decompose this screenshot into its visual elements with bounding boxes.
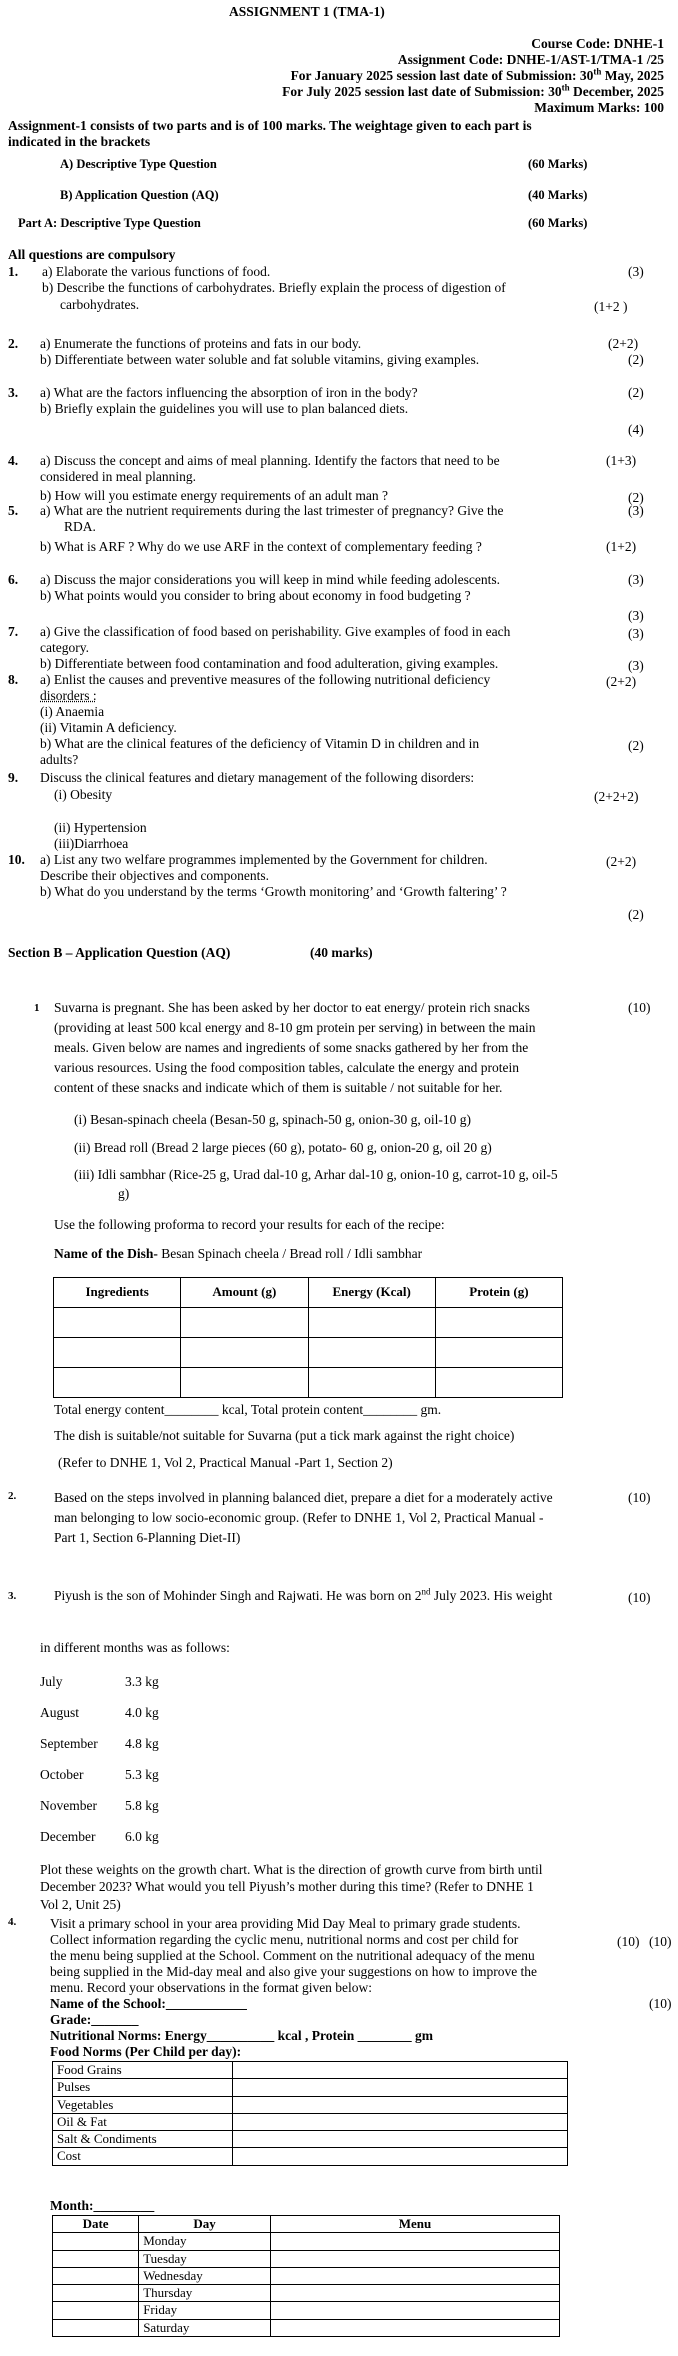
food-norm-label: Oil & Fat	[53, 2113, 233, 2130]
table-row	[53, 2079, 568, 2096]
assignment-title: ASSIGNMENT 1 (TMA-1)	[229, 4, 385, 19]
jul-session-deadline: For July 2025 session last date of Submission: 30th December, 2025	[282, 82, 664, 99]
aq3-number: 3.	[8, 1590, 17, 1602]
q7a-text-cont: category.	[40, 640, 89, 655]
aq2-line-1: Based on the steps involved in planning balanced diet, prepare a diet for a moderately active	[54, 1490, 553, 1505]
aq4-line-5: menu. Record your observations in the format given below:	[50, 1980, 373, 1995]
aq4-number: 4.	[8, 1916, 17, 1928]
weight-value: 4.0 kg	[125, 1705, 159, 1720]
aq1-line-2: (providing at least 500 kcal energy and 8-10 gm protein per serving) in between the main	[54, 1020, 536, 1035]
part-a-heading: Part A: Descriptive Type Question	[18, 216, 201, 230]
q8-number: 8.	[8, 672, 19, 687]
q3b-marks: (4)	[628, 422, 644, 437]
aq1-line-1: Suvarna is pregnant. She has been asked by her doctor to eat energy/ protein rich snacks	[54, 1000, 530, 1015]
food-norms-table	[52, 2061, 568, 2166]
aq4-grade: Grade:_______	[50, 2012, 139, 2027]
q10a-text: a) List any two welfare programmes implemented by the Government for children.	[40, 852, 488, 867]
weight-value: 5.3 kg	[125, 1767, 159, 1782]
table-header: Amount (g)	[181, 1278, 308, 1308]
q1a-text: a) Elaborate the various functions of food.	[42, 264, 271, 279]
aq3-end-line-3: Vol 2, Unit 25)	[40, 1897, 121, 1912]
aq4-marks: (10)	[617, 1934, 640, 1949]
aq1-recipe-ii: (ii) Bread roll (Bread 2 large pieces (60 g), potato- 60 g, onion-20 g, oil 20 g)	[74, 1140, 492, 1155]
part-a-label: A) Descriptive Type Question	[60, 157, 217, 171]
q2-number: 2.	[8, 336, 19, 351]
compulsory-note: All questions are compulsory	[8, 247, 176, 262]
q1-number: 1.	[8, 264, 19, 279]
aq4-line-2: Collect information regarding the cyclic menu, nutritional norms and cost per child for	[50, 1932, 519, 1947]
table-row	[53, 2285, 560, 2302]
q10a-text-cont: Describe their objectives and components.	[40, 868, 270, 883]
weight-month: October	[40, 1767, 84, 1782]
weight-month: July	[40, 1674, 63, 1689]
part-a-heading-marks: (60 Marks)	[528, 216, 588, 230]
weight-month: August	[40, 1705, 80, 1720]
aq1-recipe-iii: (iii) Idli sambhar (Rice-25 g, Urad dal-10 g, Arhar dal-10 g, onion-10 g, carrot-10 g, oil-5	[74, 1167, 558, 1182]
q9-item-i: (i) Obesity	[54, 787, 113, 802]
q8a-text-cont: disorders :	[40, 688, 97, 703]
q8b-text: b) What are the clinical features of the deficiency of Vitamin D in children and in	[40, 736, 480, 751]
q9-item-ii: (ii) Hypertension	[54, 820, 147, 835]
q9-item-iii: (iii)Diarrhoea	[54, 836, 129, 851]
q3a-marks: (2)	[628, 385, 644, 400]
table-row	[54, 1308, 563, 1338]
aq1-number: 1	[34, 1002, 40, 1014]
aq3-end-line-2: December 2023? What would you tell Piyush’s mother during this time? (Refer to DNHE 1	[40, 1879, 534, 1894]
aq2-number: 2.	[8, 1490, 17, 1502]
q5b-text: b) What is ARF ? Why do we use ARF in the context of complementary feeding ?	[40, 539, 482, 554]
q5-number: 5.	[8, 503, 19, 518]
weight-value: 6.0 kg	[125, 1829, 159, 1844]
table-row	[53, 2233, 560, 2250]
q2b-text: b) Differentiate between water soluble and fat soluble vitamins, giving examples.	[40, 352, 480, 367]
q6b-text: b) What points would you consider to bring about economy in food budgeting ?	[40, 588, 471, 603]
q3b-text: b) Briefly explain the guidelines you will use to plan balanced diets.	[40, 401, 409, 416]
weight-value: 5.8 kg	[125, 1798, 159, 1813]
q6a-text: a) Discuss the major considerations you will keep in mind while feeding adolescents.	[40, 572, 501, 587]
q4-number: 4.	[8, 453, 19, 468]
q9-marks: (2+2+2)	[594, 789, 639, 804]
table-header: Day	[139, 2216, 271, 2233]
table-header: Menu	[271, 2216, 560, 2233]
menu-day: Saturday	[139, 2319, 271, 2336]
aq3-line-2: in different months was as follows:	[40, 1640, 230, 1655]
table-row	[53, 2148, 568, 2165]
weight-value: 3.3 kg	[125, 1674, 159, 1689]
table-header: Ingredients	[54, 1278, 181, 1308]
aq1-recipe-i: (i) Besan-spinach cheela (Besan-50 g, spinach-50 g, onion-30 g, oil-10 g)	[74, 1112, 472, 1127]
q2b-marks: (2)	[628, 352, 644, 367]
q1a-marks: (3)	[628, 264, 644, 279]
aq4-line-3: the menu being supplied at the School. Comment on the nutritional adequacy of the menu	[50, 1948, 535, 1963]
table-row	[53, 2250, 560, 2267]
q3a-text: a) What are the factors influencing the absorption of iron in the body?	[40, 385, 418, 400]
jan-session-deadline: For January 2025 session last date of Submission: 30th May, 2025	[290, 66, 664, 83]
food-norm-label: Salt & Condiments	[53, 2131, 233, 2148]
q6b-marks: (3)	[628, 608, 644, 623]
q4a-text: a) Discuss the concept and aims of meal planning. Identify the factors that need to be	[40, 453, 500, 468]
assignment-code: Assignment Code: DNHE-1/AST-1/TMA-1 /25	[397, 52, 664, 67]
q8-item-i: (i) Anaemia	[40, 704, 105, 719]
section-b-heading: Section B – Application Question (AQ)	[8, 945, 231, 960]
aq4-marks-side: (10)	[649, 1996, 672, 2011]
aq2-line-3: Part 1, Section 6-Planning Diet-II)	[54, 1530, 241, 1545]
food-norm-label: Cost	[53, 2148, 233, 2165]
aq1-total-line: Total energy content________ kcal, Total protein content________ gm.	[54, 1402, 442, 1417]
section-b-marks: (40 marks)	[310, 945, 373, 960]
aq4-marks-extra: (10)	[649, 1934, 672, 1949]
part-b-marks: (40 Marks)	[528, 188, 588, 202]
menu-day: Friday	[139, 2302, 271, 2319]
aq1-reference: (Refer to DNHE 1, Vol 2, Practical Manual -Part 1, Section 2)	[58, 1455, 393, 1470]
q7a-marks: (3)	[628, 626, 644, 641]
food-norm-label: Vegetables	[53, 2096, 233, 2113]
aq4-month: Month:_________	[50, 2198, 155, 2213]
aq1-dish-line: Name of the Dish- Besan Spinach cheela / Bread roll / Idli sambhar	[54, 1246, 423, 1261]
aq1-line-4: various resources. Using the food composition tables, calculate the energy and protein	[54, 1060, 519, 1075]
aq2-marks: (10)	[628, 1490, 651, 1505]
q5a-text: a) What are the nutrient requirements during the last trimester of pregnancy? Give the	[40, 503, 504, 518]
q4b-marks: (2)	[628, 490, 644, 505]
weight-month: December	[40, 1829, 96, 1844]
q2a-marks: (2+2)	[608, 336, 639, 351]
aq1-proforma-table	[53, 1277, 563, 1398]
q8b-text-cont: adults?	[40, 752, 79, 767]
aq4-food-norms-label: Food Norms (Per Child per day):	[50, 2044, 242, 2059]
table-row	[53, 2113, 568, 2130]
aq1-proforma-note: Use the following proforma to record your results for each of the recipe:	[54, 1217, 445, 1232]
weight-month: September	[40, 1736, 98, 1751]
q4b-text: b) How will you estimate energy requirements of an adult man ?	[40, 488, 389, 503]
q5a-marks: (3)	[628, 503, 644, 518]
table-row	[54, 1338, 563, 1368]
table-row	[53, 2131, 568, 2148]
aq4-school-name: Name of the School:____________	[50, 1996, 247, 2011]
q4a-text-cont: considered in meal planning.	[40, 469, 196, 484]
aq3-end-line-1: Plot these weights on the growth chart. What is the direction of growth curve from birth until	[40, 1862, 543, 1877]
q2a-text: a) Enumerate the functions of proteins and fats in our body.	[40, 336, 362, 351]
table-row	[53, 2096, 568, 2113]
weight-month: November	[40, 1798, 97, 1813]
table-header: Date	[53, 2216, 139, 2233]
q5a-text-cont: RDA.	[64, 519, 96, 534]
q7-number: 7.	[8, 624, 19, 639]
table-row	[53, 2062, 568, 2079]
q8b-marks: (2)	[628, 738, 644, 753]
menu-day: Monday	[139, 2233, 271, 2250]
q9-number: 9.	[8, 770, 19, 785]
aq3-marks: (10)	[628, 1590, 651, 1605]
q8-item-ii: (ii) Vitamin A deficiency.	[40, 720, 177, 735]
food-norm-label: Pulses	[53, 2079, 233, 2096]
aq4-nutritional-norms: Nutritional Norms: Energy__________ kcal , Protein ________ gm	[50, 2028, 433, 2043]
aq1-recipe-iii-cont: g)	[118, 1186, 130, 1201]
q9-text: Discuss the clinical features and dietary management of the following disorders:	[40, 770, 475, 785]
q6-number: 6.	[8, 572, 19, 587]
q10b-marks: (2)	[628, 907, 644, 922]
table-row	[53, 2267, 560, 2284]
table-row	[53, 2319, 560, 2336]
table-row	[53, 2302, 560, 2319]
q1b-text-cont: carbohydrates.	[60, 297, 140, 312]
table-header: Energy (Kcal)	[308, 1278, 435, 1308]
menu-day: Tuesday	[139, 2250, 271, 2267]
part-b-label: B) Application Question (AQ)	[60, 188, 219, 202]
q4a-marks: (1+3)	[606, 453, 637, 468]
q6a-marks: (3)	[628, 572, 644, 587]
aq4-line-4: being supplied in the Mid-day meal and also give your suggestions on how to improve the	[50, 1964, 538, 1979]
q7a-text: a) Give the classification of food based on perishability. Give examples of food in each	[40, 624, 511, 639]
q10b-text: b) What do you understand by the terms ‘Growth monitoring’ and ‘Growth faltering’ ?	[40, 884, 507, 899]
intro-line2: indicated in the brackets	[8, 134, 151, 149]
q5b-marks: (1+2)	[606, 539, 637, 554]
aq2-line-2: man belonging to low socio-economic group. (Refer to DNHE 1, Vol 2, Practical Manual -	[54, 1510, 544, 1525]
menu-day: Thursday	[139, 2285, 271, 2302]
aq1-marks: (10)	[628, 1000, 651, 1015]
aq1-line-3: meals. Given below are names and ingredients of some snacks gathered by her from the	[54, 1040, 529, 1055]
q8a-marks: (2+2)	[606, 674, 637, 689]
q1b-marks: (1+2 )	[594, 299, 628, 314]
food-norm-label: Food Grains	[53, 2062, 233, 2079]
aq1-suitable-line: The dish is suitable/not suitable for Suvarna (put a tick mark against the right choice)	[54, 1428, 515, 1443]
q3-number: 3.	[8, 385, 19, 400]
maximum-marks: Maximum Marks: 100	[534, 100, 664, 115]
q8a-text: a) Enlist the causes and preventive measures of the following nutritional deficiency	[40, 672, 491, 687]
table-header: Protein (g)	[435, 1278, 562, 1308]
intro-line1: Assignment-1 consists of two parts and is of 100 marks. The weightage given to each part is	[8, 118, 532, 133]
aq4-line-1: Visit a primary school in your area providing Mid Day Meal to primary grade students.	[50, 1916, 521, 1931]
course-code: Course Code: DNHE-1	[531, 36, 664, 51]
q1b-text: b) Describe the functions of carbohydrates. Briefly explain the process of digestion of	[42, 280, 506, 295]
q10a-marks: (2+2)	[606, 854, 637, 869]
aq1-line-5: content of these snacks and indicate which of them is suitable / not suitable for her.	[54, 1080, 503, 1095]
menu-day: Wednesday	[139, 2267, 271, 2284]
aq3-line-1: Piyush is the son of Mohinder Singh and Rajwati. He was born on 2nd July 2023. His weight	[54, 1586, 553, 1603]
q10-number: 10.	[8, 852, 25, 867]
weight-value: 4.8 kg	[125, 1736, 159, 1751]
table-row	[54, 1368, 563, 1398]
q7b-text: b) Differentiate between food contamination and food adulteration, giving examples.	[40, 656, 499, 671]
q7b-marks: (3)	[628, 658, 644, 673]
menu-table	[52, 2215, 560, 2337]
part-a-marks: (60 Marks)	[528, 157, 588, 171]
